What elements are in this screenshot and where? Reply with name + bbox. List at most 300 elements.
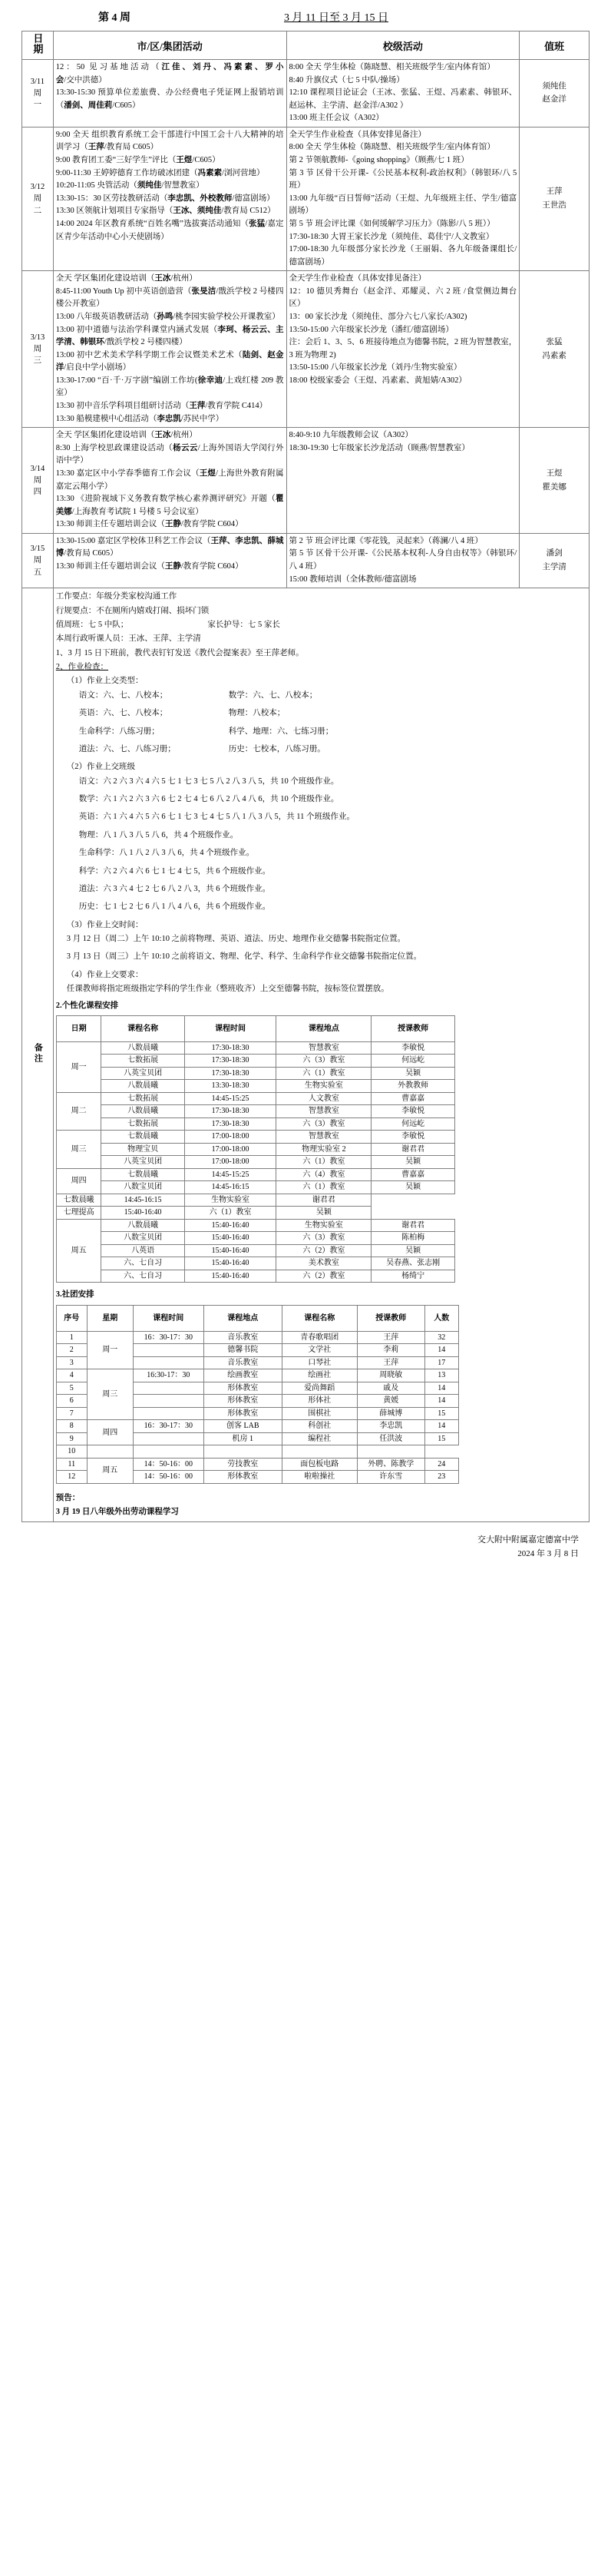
personalized-teacher-cell: 外教教师 [372,1080,454,1093]
personalized-row [56,1092,454,1105]
club-teacher-cell [282,1445,357,1459]
personalized-time-cell: 15:40-16:40 [184,1270,276,1283]
personalized-name-cell: 七数晨曦 [56,1194,101,1207]
personalized-teacher-cell: 何远屹 [372,1055,454,1068]
club-row [56,1445,458,1459]
personalized-time-cell: 13:30-18:30 [184,1080,276,1093]
personalized-place-cell: 六（3）教室 [276,1117,372,1131]
personalized-teacher-cell: 吴颖 [372,1244,454,1257]
personalized-time-cell: 14:45-15:25 [184,1092,276,1105]
personalized-teacher-cell: 陈柏梅 [372,1232,454,1245]
club-count-cell: 14 [424,1382,458,1395]
activity-line: 13:30-17:00 “百·千·万字剧”编剧工作坊(徐幸迪/上戏红楼 209 教室） [55,376,284,398]
duty-cell [520,428,590,534]
table-header [22,31,590,60]
personalized-row [56,1232,454,1245]
duty-person: 张猛 [546,337,563,346]
club-time-cell [133,1395,203,1408]
personalized-name-cell: 七数晨曦 [101,1168,184,1181]
activity-line: 9:00 全天 组织教育系统工会干部进行中国工会十八大精神的培训学习（王萍/教育局 C605） [55,130,284,152]
activity-line: 8:40-9:10 九年级教师会议（A302） [289,431,413,440]
homework-class-line: 道法：六 3 六 4 七 2 七 6 八 2 八 3，共 6 个班级作业。 [78,884,271,893]
club-count-cell: 14 [424,1420,458,1433]
club-no-cell: 12 [56,1471,87,1484]
personalized-row [56,1041,454,1055]
personalized-teacher-cell: 吴颖 [276,1207,372,1220]
personalized-teacher-cell: 吴颖 [372,1181,454,1194]
personalized-time-cell: 17:00-18:00 [184,1131,276,1144]
school-activities-cell [286,428,520,534]
club-no-cell: 2 [56,1344,87,1357]
schedule-row [22,271,590,428]
club-teacher-cell: 王萍 [357,1356,424,1369]
activity-line: 13：00 家长沙龙（须纯佳、部分六七八家长/A302) [289,312,467,321]
homework-type-line [56,725,586,739]
club-table [56,1305,459,1484]
homework-class-line: 生命科学：八 1 八 2 八 3 八 6，共 4 个班级作业。 [78,849,255,858]
homework-type-line [56,689,586,703]
club-name-cell: 科创社 [282,1420,357,1433]
personalized-row [56,1080,454,1093]
activity-line: 全天学生作业检查（具体安排见备注） [289,130,427,139]
club-column-header: 课程地点 [203,1305,282,1331]
personalized-body [56,1041,454,1283]
personalized-time-cell: 14:45-15:25 [184,1168,276,1181]
personalized-time-cell: 17:30-18:30 [184,1055,276,1068]
personalized-place-cell: 六（1）教室 [276,1067,372,1080]
club-place-cell: 形体教室 [203,1471,282,1484]
club-count-cell: 17 [424,1356,458,1369]
homework-type-right: 物理：八校本； [228,709,286,718]
club-teacher-cell: 李忠凯 [357,1420,424,1433]
club-count-cell: 32 [424,1331,458,1344]
duty-person: 潘剑 [546,549,563,558]
personalized-row [56,1055,454,1068]
club-count-cell [357,1445,424,1459]
homework-class-line: 语文：六 2 六 3 六 4 六 5 七 1 七 3 七 5 八 2 八 3 八 5，共 10 个班级作业。 [78,776,339,786]
club-teacher-cell: 周晓敏 [357,1369,424,1382]
club-place-cell: 形体教室 [203,1395,282,1408]
club-time-cell [133,1356,203,1369]
club-no-cell: 6 [56,1395,87,1408]
personalized-teacher-cell: 谢君君 [372,1219,454,1232]
personalized-column-header: 课程地点 [276,1015,372,1041]
rule-point: 行规要点：不在厕所内嬉戏打闹、损坏门锁 [55,606,210,615]
activity-line: 13:00 九年级“百日誓师”活动（王煜、九年级班主任、学生/德富剧场） [289,194,517,216]
club-no-cell: 3 [56,1356,87,1369]
activity-line: 13:00 初中艺术美术学科学期工作会议暨美术艺术（陆剑、赵金洋/启良中学小剧场） [55,350,284,372]
personalized-place-cell: 六（3）教室 [276,1232,372,1245]
duty-week: 值周班：七 5 中队； [55,620,129,629]
remarks-label-text: 备注 [33,1042,43,1065]
personalized-row [56,1105,454,1118]
table-body [22,60,590,588]
personalized-teacher-cell: 曹嘉嘉 [372,1092,454,1105]
club-column-header: 课程时间 [133,1305,203,1331]
personalized-teacher-cell: 曹嘉嘉 [372,1168,454,1181]
city-activities-cell [53,60,286,127]
club-day-cell: 周一 [87,1331,133,1369]
club-name-cell: 爱尚舞蹈 [282,1382,357,1395]
club-day-cell: 周四 [87,1420,133,1445]
duty-person: 赵金洋 [542,95,566,104]
personalized-day-cell: 周二 [56,1092,101,1131]
homework-classes [56,775,586,919]
club-body [56,1331,458,1483]
club-time-cell [133,1382,203,1395]
club-teacher-cell: 黄媛 [357,1395,424,1408]
personalized-time-cell: 15:40-16:40 [184,1257,276,1270]
personalized-row [56,1270,454,1283]
activity-line: 第 5 节 班会评比课《如何缓解学习压力》（陈影/八 5 班）） [289,219,495,228]
homework-types [56,689,586,761]
activity-line: 13:30-15:00 嘉定区学校体卫科艺工作会议（王萍、李忠凯、薛城博/教育局 C605） [55,536,284,558]
personalized-name-cell: 七数晨曦 [101,1131,184,1144]
page-title [21,5,590,31]
homework-class-line: 科学：六 2 六 4 六 6 七 1 七 4 七 5，共 6 个班级作业。 [78,866,271,876]
activity-line: 8:45-11:00 Youth Up 初中英语创造营（张旻洁/戬浜学校 2 号楼四楼公开教室） [55,286,284,309]
club-place-cell: 形体教室 [203,1382,282,1395]
date-cell [22,428,54,534]
personalized-time-cell: 17:30-18:30 [184,1067,276,1080]
duty-cell [520,60,590,127]
personalized-name-cell: 七数拓展 [101,1117,184,1131]
personalized-teacher-cell: 李敏悦 [372,1041,454,1055]
club-column-header: 课程名称 [282,1305,357,1331]
personalized-place-cell: 六（2）教室 [276,1270,372,1283]
duty-week-line [56,618,586,632]
personalized-time-cell: 14:45-16:15 [184,1181,276,1194]
personalized-column-header: 日期 [56,1015,101,1041]
personalized-name-cell: 八数晨曦 [101,1105,184,1118]
homework-class-line: 历史：七 1 七 2 七 6 八 1 八 4 八 6，共 6 个班级作业。 [78,902,271,912]
homework-time-2: 3 月 13 日（周三）上午 10:10 之前将语文、物理、化学、科学、生命科学作业交德馨书院指定位置。 [66,952,422,962]
personalized-place-cell: 智慧教室 [276,1041,372,1055]
personalized-place-cell: 六（1）教室 [184,1207,276,1220]
city-activities-cell [53,271,286,428]
club-time-cell: 16:30-17：30 [133,1369,203,1382]
club-column-header: 人数 [424,1305,458,1331]
club-header-row [56,1305,458,1331]
work-point: 工作要点：年级分类家校沟通工作 [55,592,177,601]
club-count-cell: 24 [424,1458,458,1471]
personalized-teacher-cell: 谢君君 [372,1143,454,1156]
personalized-place-cell: 物理实验室 2 [276,1143,372,1156]
club-no-cell: 1 [56,1331,87,1344]
personalized-name-cell: 七理提高 [56,1207,101,1220]
personalized-name-cell: 八数宝贝团 [101,1232,184,1245]
activity-line: 注：会后 1、3、5、6 班接待地点为德馨书院，2 班为智慧教室，3 班为物理 2) [289,338,517,359]
activity-line: 13:50-15:00 六年级家长沙龙（潘红/德富剧场） [289,325,454,334]
club-place-cell: 音乐教室 [203,1356,282,1369]
duty-person: 须纯佳 [542,81,566,91]
personalized-row [56,1244,454,1257]
city-activities-cell [53,127,286,270]
personalized-course-table [56,1015,455,1283]
personalized-name-cell: 八英宝贝团 [101,1067,184,1080]
footer-date: 2024 年 3 月 8 日 [517,1549,579,1559]
date-value: 3/14 [30,464,45,473]
column-header-school: 校级活动 [286,31,520,60]
club-time-cell [87,1445,133,1459]
activity-line: 9:00-11:30 王婷婷德育工作坊破冰团建（冯素素/浏河营地） [55,168,265,177]
activity-line: 13:00 班主任会议（A302） [289,114,384,123]
personalized-teacher-cell: 李敏悦 [372,1131,454,1144]
notice-label [56,1487,586,1505]
homework-type-line [56,743,586,757]
activity-line: 9:00 教育团工委“三好学生”评比（王煜/C605） [55,156,220,165]
remarks-row [22,588,590,1521]
personalized-teacher-cell: 吴春燕、张志刚 [372,1257,454,1270]
homework-req: 任课教师将指定班级指定学科的学生作业（整班收齐）上交至德馨书院，按标签位置摆放。 [66,985,389,994]
activity-line: 13:30 初中音乐学科项目组研讨活动（王萍/教育学院 C414） [55,402,268,411]
club-place-cell: 创客 LAB [203,1420,282,1433]
club-no-cell: 9 [56,1432,87,1445]
personalized-time-cell: 15:40-16:40 [184,1244,276,1257]
club-name-cell: 口琴社 [282,1356,357,1369]
date-value: 3/12 [30,183,45,192]
personalized-time-cell: 17:30-18:30 [184,1117,276,1131]
club-row [56,1420,458,1433]
activity-line: 18:00 校级家委会（王煜、冯素素、黄旭婧/A302） [289,376,467,385]
club-teacher-cell: 戚及 [357,1382,424,1395]
personalized-place-cell: 人文教室 [276,1092,372,1105]
weekday-value: 周 二 [33,194,42,215]
homework-type-right: 科学、地理：六、七练习册； [228,727,334,736]
date-range-label [284,9,388,25]
personalized-teacher-cell: 吴颖 [372,1156,454,1169]
activity-line: 18:30-19:30 七年级家长沙龙活动（顾燕/智慧教室） [289,443,470,452]
activity-line: 13:00 八年级英语教研活动（孙鸣/桃李园实验学校公开课教室） [55,312,280,321]
activity-line: 12：50 见习基地活动（江佳、刘丹、冯素素、罗小会/交中洪德） [55,63,284,84]
personalized-time-cell: 17:00-18:00 [184,1143,276,1156]
homework-class-line: 物理：八 1 八 3 八 5 八 6，共 4 个班级作业。 [78,830,239,839]
personalized-day-cell: 周五 [56,1219,101,1283]
remark-item-2-text: 2、作业检查： [55,663,109,671]
notice-text-value: 3 月 19 日八年级外出劳动课程学习 [55,1508,179,1517]
club-name-cell: 绘画社 [282,1369,357,1382]
activity-line: 13:30 师训主任专题培训会议（王静/教育学院 C604） [55,520,243,529]
personalized-teacher-cell: 何远屹 [372,1117,454,1131]
personalized-place-cell: 生物实验室 [276,1219,372,1232]
club-place-cell [133,1445,203,1459]
footer [21,1533,590,1561]
club-count-cell: 23 [424,1471,458,1484]
homework-type-right: 数学：六、七、八校本； [228,690,318,700]
week-label: 第 4 周 [98,12,130,24]
club-name-cell: 青春歌唱团 [282,1331,357,1344]
club-name-cell: 文学社 [282,1344,357,1357]
club-time-cell [133,1407,203,1420]
activity-line: 13:30 船模建模中心组活动（李忠凯/苏民中学） [55,414,224,423]
club-teacher-cell: 许东雪 [357,1471,424,1484]
school-activities-cell [286,271,520,428]
club-teacher-cell: 王萍 [357,1331,424,1344]
homework-class-title: （2）作业上交班级 [66,763,136,772]
personalized-header-row [56,1015,454,1041]
date-value: 3/13 [30,333,45,342]
activity-line: 8:40 升旗仪式（七 5 中队/操场） [289,75,405,84]
personalized-name-cell: 八数晨曦 [101,1041,184,1055]
club-column-header: 星期 [87,1305,133,1331]
duty-cell [520,127,590,270]
personalized-place-cell: 六（3）教室 [276,1055,372,1068]
duty-person: 冯素素 [542,351,566,360]
personalized-row [56,1156,454,1169]
personalized-day-cell: 周三 [56,1131,101,1169]
club-column-header: 序号 [56,1305,87,1331]
personalized-name-cell: 物理宝贝 [101,1143,184,1156]
school-activities-cell [286,60,520,127]
club-place-cell: 机房 1 [203,1432,282,1445]
school-activities-cell [286,127,520,270]
activity-line: 13:30-15：30 区劳技教研活动（李忠凯、外校教师/德富剧场） [55,194,275,203]
activity-line: 12：10 德贝秀舞台（赵金洋、邓耀灵、六 2 班 /食堂侧边舞台区） [289,286,517,309]
weekday-value: 周 一 [33,88,42,110]
activity-line: 15:00 教师培训（全体教师/德富剧场 [289,574,417,584]
remark-item-1: 1、3 月 15 日下班前，教代表钉钉发送《教代会提案表》至王萍老师。 [55,648,304,657]
club-teacher-cell: 李莉 [357,1344,424,1357]
activity-line: 12:10 课程项目论证会（王冰、张猛、王煜、冯素素、韩银环、赵运林、主学清、赵金洋/A302 ） [289,88,517,110]
schedule-row [22,428,590,534]
homework-type-right: 历史：七校本，八练习册。 [228,744,325,753]
remarks-body [22,588,590,1521]
personalized-row [56,1131,454,1144]
club-no-cell: 4 [56,1369,87,1382]
personalized-time-cell: 17:00-18:00 [184,1156,276,1169]
homework-class-line: 英语：六 1 六 4 六 5 六 6 七 1 七 3 七 4 七 5 八 1 八 3 八 5，共 11 个班级作业。 [78,813,355,822]
personalized-teacher-cell: 谢君君 [276,1194,372,1207]
personalized-name-cell: 八数晨曦 [101,1080,184,1093]
club-name-cell: 啦啦操社 [282,1471,357,1484]
club-row [56,1369,458,1382]
date-cell [22,533,54,588]
club-time-cell: 14：50-16：00 [133,1458,203,1471]
duty-cell [520,271,590,428]
date-value: 3/15 [30,545,45,554]
personalized-day-cell: 周一 [56,1041,101,1092]
activity-line: 第 3 节 区骨干公开课-《公民基本权利-政治权利》（韩银环/八 5 班） [289,168,517,190]
activity-line: 第 2 节 班会评比课《零花钱，灵起来》（蒋澜/八 4 班） [289,536,483,545]
club-no-cell: 5 [56,1382,87,1395]
personalized-name-cell: 八英宝贝团 [101,1156,184,1169]
personalized-place-cell: 六（2）教室 [276,1244,372,1257]
date-value: 3/11 [30,77,45,86]
club-row [56,1458,458,1471]
personalized-time-cell: 17:30-18:30 [184,1105,276,1118]
club-count-cell: 13 [424,1369,458,1382]
personalized-row [56,1181,454,1194]
personalized-place-cell: 生物实验室 [276,1080,372,1093]
personalized-place-cell: 智慧教室 [276,1105,372,1118]
remarks-content-cell [53,588,589,1521]
duty-person: 主学清 [542,562,566,571]
club-place-cell: 形体教室 [203,1407,282,1420]
personalized-name-cell: 七数拓展 [101,1092,184,1105]
remarks-label-cell [22,588,54,1521]
club-count-cell: 14 [424,1344,458,1357]
footer-org: 交大附中附属嘉定德富中学 [477,1535,579,1545]
club-column-header: 授课教师 [357,1305,424,1331]
personalized-place-cell: 美术教室 [276,1257,372,1270]
club-time-cell: 14：50-16：00 [133,1471,203,1484]
activity-line: 13:30-15:30 预算单位差旅费、办公经费电子凭证网上报销培训（潘剑、周佳莉/C605） [55,88,284,110]
column-header-duty: 值班 [520,31,590,60]
club-count-cell: 14 [424,1395,458,1408]
homework-type-left: 道法：六、七、八练习册； [78,744,176,753]
activity-line: 全天 学区集团化建设培训（王冰/杭州） [55,274,197,283]
activity-line: 8:30 上海学校思政课建设活动（杨云云/上海外国语大学闵行外语中学） [55,443,284,465]
city-activities-cell [53,533,286,588]
date-cell [22,127,54,270]
homework-type-left: 英语：六、七、八校本； [78,709,168,718]
duty-person: 王萍 [546,187,563,197]
personalized-place-cell: 智慧教室 [276,1131,372,1144]
personalized-row [56,1143,454,1156]
personalized-place-cell: 六（1）教室 [276,1181,372,1194]
club-name-cell: 面包板电路 [282,1458,357,1471]
personalized-time-cell: 15:40-16:40 [184,1232,276,1245]
club-no-cell: 10 [56,1445,87,1459]
personalized-teacher-cell: 杨绮宁 [372,1270,454,1283]
column-header-city: 市/区/集团活动 [53,31,286,60]
weekday-value: 周 三 [33,345,42,366]
weekday-value: 周 五 [33,556,42,577]
personalized-place-cell: 生物实验室 [184,1194,276,1207]
personalized-name-cell: 六、七自习 [101,1257,184,1270]
personalized-column-header: 授课教师 [372,1015,454,1041]
personalized-name-cell: 八数晨曦 [101,1219,184,1232]
personalized-place-cell: 六（4）教室 [276,1168,372,1181]
activity-line: 13:30 《进阶视域下义务教育数学核心素养测评研究》开题（瞿美娜/上海教育考试院 1 号楼 5 号会议室） [55,495,284,516]
club-name-cell: 形体社 [282,1395,357,1408]
personalized-teacher-cell: 吴颖 [372,1067,454,1080]
personalized-row [56,1207,454,1220]
activity-line: 8:00 全天 学生体检（陈晓慧、相关班级学生/室内体育馆） [289,63,495,71]
personalized-name-cell: 七数拓展 [101,1055,184,1068]
notice-label-text: 预告： [55,1493,81,1502]
date-cell [22,271,54,428]
schedule-row [22,533,590,588]
activity-line: 13:00 初中道德与法治学科课堂内涵式发展（李珂、杨云云、主学清、韩银环/戬浜学校 2 号楼四楼） [55,325,284,347]
club-place-cell: 劳技教室 [203,1458,282,1471]
activity-line: 14:00 2024 年区教育系统“百姓名嘴”选拔赛活动通知（张猛/嘉定区青少年活动中心小天使剧场） [55,219,284,241]
personalized-name-cell: 八英语 [101,1244,184,1257]
club-name-cell [203,1445,282,1459]
duty-cell [520,533,590,588]
club-time-cell [133,1432,203,1445]
personalized-row [56,1257,454,1270]
personalized-row [56,1219,454,1232]
activity-line: 13:30 区领航计划项目专家指导（王冰、须纯佳/教育局 C512） [55,207,276,216]
activity-line: 13:30 嘉定区中小学春季德育工作会议（王煜/上海世外教育附属嘉定云翔小学） [55,469,284,491]
personalized-section-title: 2.个性化课程安排 [55,1001,119,1010]
personalized-time-cell: 15:40-16:40 [101,1207,184,1220]
club-count-cell: 15 [424,1432,458,1445]
duty-person: 王煜 [546,469,563,478]
personalized-column-header: 课程时间 [184,1015,276,1041]
column-header-date-text: 日期 [31,33,44,55]
clubs-section-title: 3.社团安排 [55,1290,94,1300]
activity-line: 全天学生作业检查（具体安排见备注） [289,274,427,283]
club-time-cell: 16：30-17：30 [133,1420,203,1433]
activity-line: 13:50-15:00 八年级家长沙龙（刘丹/生物实验室） [289,363,462,372]
parent-guide: 家长护导：七 5 家长 [207,620,280,629]
activity-line: 10:20-11:05 央管活动（须纯佳/智慧教室） [55,181,204,190]
activity-line: 全天 学区集团化建设培训（王冰/杭州） [55,431,197,440]
activity-line: 第 2 节领航教师-《going shopping》（顾燕/七 1 班） [289,156,469,165]
activity-line: 8:00 全天 学生体检（陈晓慧、相关班级学生/室内体育馆） [289,143,495,152]
